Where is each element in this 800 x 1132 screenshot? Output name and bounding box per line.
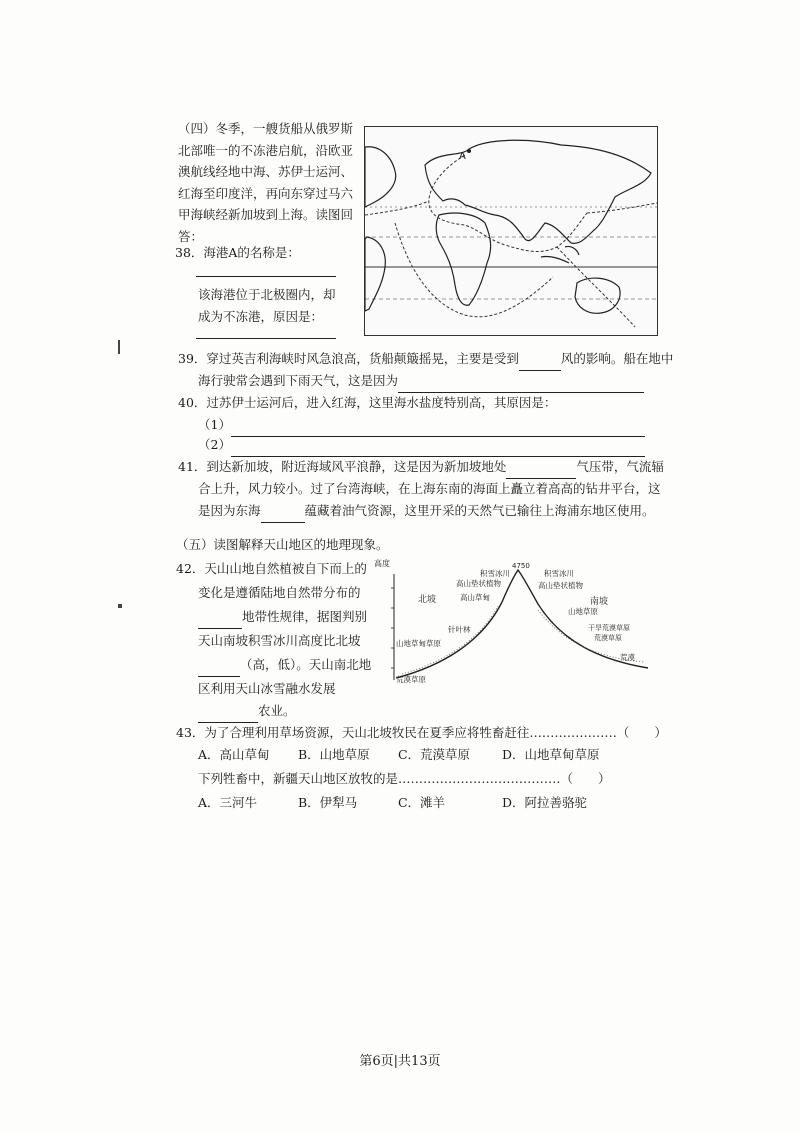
profile-left-3: 针叶林 — [448, 625, 471, 634]
q43-question: 43．为了合理利用草场资源，天山北坡牧民在夏季应将牲畜赶往…………………（ ） — [176, 725, 667, 740]
q39-text-a: 39．穿过英吉利海峡时风急浪高，货船颠簸摇晃，主要是受到 — [178, 351, 519, 366]
page-footer: 第6页|共13页 — [359, 1054, 441, 1069]
profile-right-4: 荒漠草原 — [594, 634, 622, 642]
q40-line: 40．过苏伊士运河后，进入红海，这里海水盐度特别高，其原因是： — [178, 395, 557, 410]
q41-text-d: 蕴藏着油气资源，这里开采的天然气已输往上海浦东地区使用。 — [304, 503, 655, 518]
profile-right-5: 荒漠 — [620, 653, 635, 662]
q38-reason: 该海港位于北极圈内，却成为不冻港，原因是： — [198, 287, 336, 324]
map-svg — [365, 127, 657, 335]
q39-text-b: 风的影响。船在地中 — [560, 351, 674, 366]
q42-line4: 天山南坡积雪冰川高度比北坡 — [198, 633, 361, 648]
profile-peak: 4750 — [512, 562, 530, 570]
profile-left-4: 山地草甸草原 — [396, 639, 441, 648]
q42-line5 — [198, 652, 371, 677]
profile-right-2: 山地草原 — [568, 607, 598, 616]
q40-item1-label: （1） — [198, 417, 231, 432]
q42-text-3: 地带性规律，据图判别 — [242, 609, 368, 624]
q43-option-d: D．山地草甸草原 — [501, 747, 600, 762]
q43b-option-a: A．三河牛 — [198, 795, 258, 810]
q38-answer-line — [196, 276, 336, 277]
q43b-option-d: D．阿拉善骆驼 — [501, 795, 587, 810]
profile-south: 南坡 — [590, 597, 609, 607]
tianshan-profile-diagram — [372, 556, 654, 686]
q41-blank-shelf — [261, 522, 305, 523]
profile-left-1: 高山垫状植物 — [456, 579, 501, 588]
margin-mark-2 — [118, 604, 122, 608]
q41-line3 — [198, 498, 655, 523]
q43b-option-c: C．滩羊 — [397, 795, 446, 810]
q43-option-c: C．荒漠草原 — [397, 747, 471, 762]
q41-line2: 合上升，风力较小。过了台湾海峡，在上海东南的海面上矗立着高高的钻井平台，这 — [198, 481, 661, 496]
q43b-option-b: B．伊犁马 — [297, 795, 358, 810]
q42-text-7: 农业。 — [258, 703, 296, 718]
q42-line6: 区利用天山冰雪融水发展 — [198, 681, 336, 696]
profile-left-5: 荒漠草原 — [396, 675, 426, 684]
q39-text-c: 海行驶常会遇到下雨天气，这是因为 — [198, 373, 399, 388]
world-route-map — [364, 126, 658, 336]
profile-right-0: 积雪冰川 — [544, 569, 574, 578]
profile-right-3: 干旱荒漠草原 — [588, 624, 630, 632]
section4-intro: （四）冬季，一艘货船从俄罗斯北部唯一的不冻港启航，沿欧亚澳航线经地中海、苏伊士运河、红海至印度洋，再向东穿过马六甲海峡经新加坡到上海。读图回答： — [178, 121, 354, 244]
profile-north: 北坡 — [418, 595, 437, 605]
section5-title: （五）读图解释天山地区的地理现象。 — [176, 537, 389, 552]
q42-line1: 42．天山山地自然植被自下而上的 — [176, 561, 367, 576]
profile-svg — [372, 556, 654, 686]
map-label-a: A — [459, 151, 466, 162]
q42-text-5: （高，低）。天山南北地 — [240, 657, 372, 672]
q41-text-c: 是因为东海 — [198, 503, 261, 518]
q43-options2 — [198, 790, 632, 815]
q43-question2: 下列牲畜中，新疆天山地区放牧的是…………………………………（ ） — [198, 771, 611, 786]
q41-text-a: 41．到达新加坡，附近海域风平浪静，这是因为新加坡地处 — [178, 459, 507, 474]
q42-line2: 变化是遵循陆地自然带分布的 — [198, 585, 361, 600]
q38-label: 38．海港A的名称是： — [175, 245, 300, 260]
profile-left-2: 高山草甸 — [460, 593, 490, 602]
q40-item2-label: （2） — [198, 437, 231, 452]
profile-right-1: 高山垫状植物 — [538, 581, 583, 590]
q42-line3 — [198, 604, 367, 629]
margin-mark-1 — [118, 340, 120, 354]
profile-left-0: 积雪冰川 — [480, 569, 510, 578]
profile-y-label: 高度 — [374, 559, 390, 568]
q43-options — [198, 742, 632, 767]
q38-reason-line — [196, 338, 336, 339]
q41-text-b: 气压带，气流辐 — [576, 459, 664, 474]
q43-option-a: A．高山草甸 — [198, 747, 270, 762]
q43-option-b: B．山地草原 — [297, 747, 370, 762]
